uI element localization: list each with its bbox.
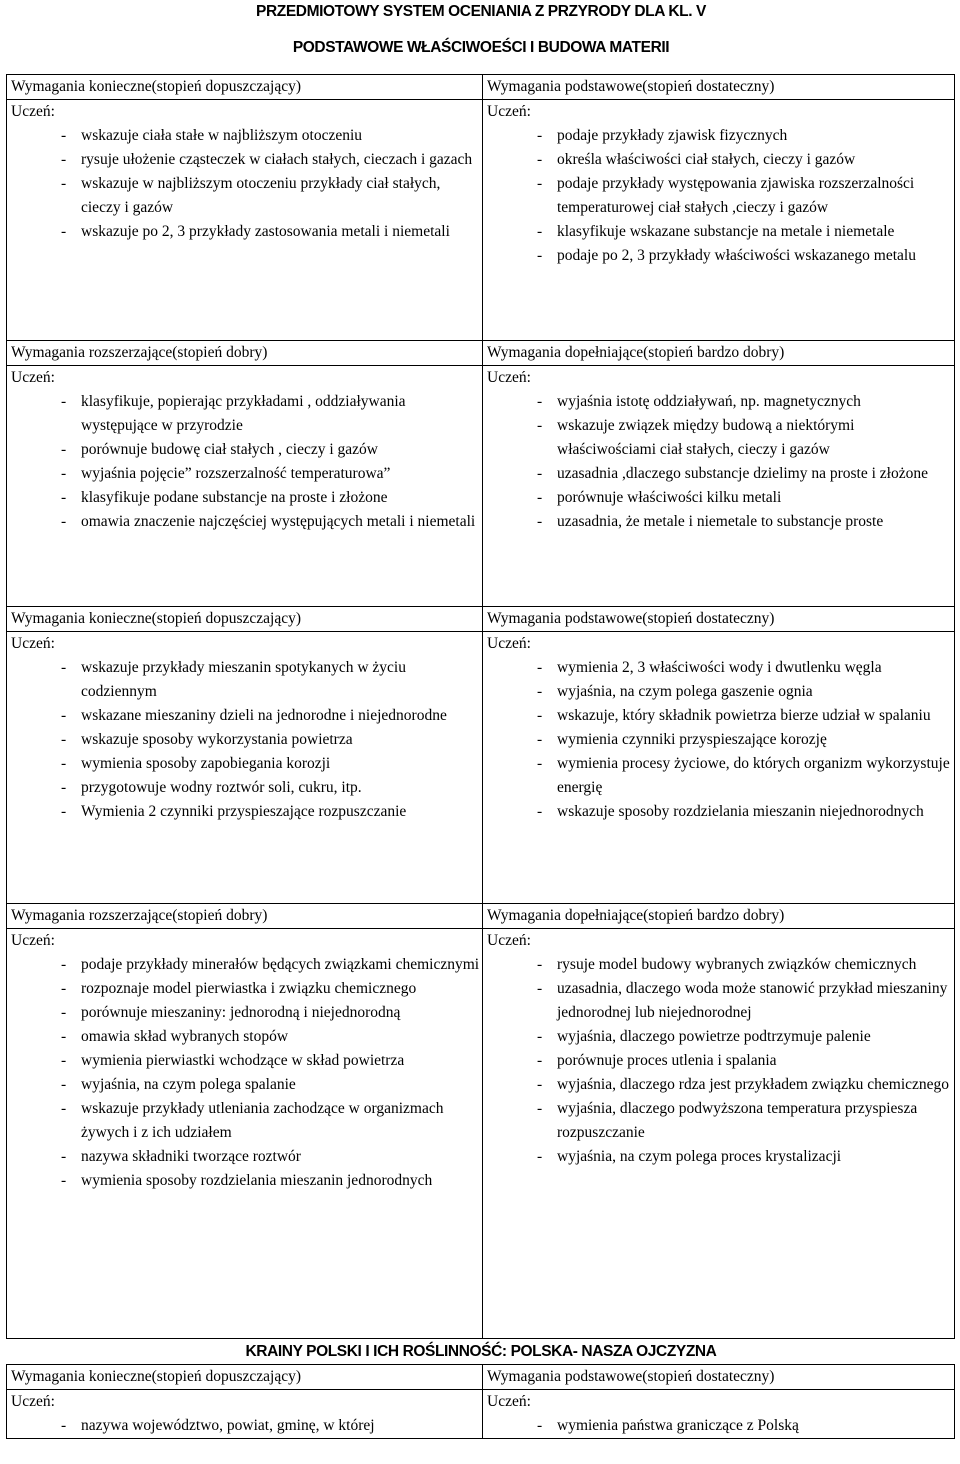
requirements-cell [7,632,483,904]
requirement-item: - wymienia czynniki przyspieszające korozję [503,728,952,752]
level-header-cell [483,607,955,632]
requirements-list [11,656,480,824]
requirement-item: - podaje przykłady zjawisk fizycznych [503,124,952,148]
requirements-row [7,100,955,341]
requirement-item: - wskazuje po 2, 3 przykłady zastosowania metali i niemetali [27,220,480,244]
requirement-level-title: Wymagania podstawowe(stopień dostateczny) [487,610,775,627]
requirement-item: - wymienia 2, 3 właściwości wody i dwutlenku węgla [503,656,952,680]
requirement-level-title: Wymagania rozszerzające(stopień dobry) [11,344,268,361]
level-header-cell [7,607,483,632]
requirement-item: - porównuje proces utlenia i spalania [503,1049,952,1073]
requirement-level-title: Wymagania dopełniające(stopień bardzo dobry) [487,907,785,924]
requirement-level-title: Wymagania konieczne(stopień dopuszczający) [11,610,301,627]
requirements-list [487,124,952,268]
requirements-cell [7,100,483,341]
requirement-item: - wymienia sposoby rozdzielania mieszanin jednorodnych [27,1169,480,1193]
section-title-krainy: KRAINY POLSKI I ICH ROŚLINNOŚĆ: POLSKA- NASZA OJCZYZNA [245,1343,717,1360]
requirement-level-title: Wymagania konieczne(stopień dopuszczający) [11,1368,301,1385]
requirement-item: - porównuje właściwości kilku metali [503,486,952,510]
requirement-item: - omawia znaczenie najczęściej występujących metali i niemetali [27,510,480,534]
student-label: Uczeń: [11,369,55,386]
requirements-table [6,74,955,1339]
level-header-cell [483,1365,955,1390]
level-header-row [7,75,955,100]
requirement-item: - klasyfikuje, popierając przykładami , oddziaływania występujące w przyrodzie [27,390,480,438]
level-header-cell [7,341,483,366]
requirements-list [11,390,480,534]
requirement-level-title: Wymagania dopełniające(stopień bardzo dobry) [487,344,785,361]
requirement-level-title: Wymagania podstawowe(stopień dostateczny) [487,1368,775,1385]
level-header-row [7,904,955,929]
requirement-item: - rysuje ułożenie cząsteczek w ciałach stałych, cieczach i gazach [27,148,480,172]
requirement-item: - określa właściwości ciał stałych, cieczy i gazów [503,148,952,172]
requirement-item: - uzasadnia, że metale i niemetale to substancje proste [503,510,952,534]
student-label: Uczeń: [487,103,531,120]
requirements-cell [483,632,955,904]
requirement-item: - wskazane mieszaniny dzieli na jednorodne i niejednorodne [27,704,480,728]
requirement-item: - wskazuje przykłady utleniania zachodzące w organizmach żywych i z ich udziałem [27,1097,480,1145]
requirement-item: - klasyfikuje podane substancje na proste i złożone [27,486,480,510]
requirement-item: - wyjaśnia, dlaczego powietrze podtrzymuje palenie [503,1025,952,1049]
requirement-item: - uzasadnia ,dlaczego substancje dzielimy na proste i złożone [503,462,952,486]
requirement-item: - wyjaśnia, dlaczego rdza jest przykładem związku chemicznego [503,1073,952,1097]
requirement-item: - wskazuje sposoby rozdzielania mieszanin niejednorodnych [503,800,952,824]
student-label: Uczeń: [487,369,531,386]
requirements-list [487,656,952,824]
requirements-row [7,929,955,1339]
requirements-list [487,1414,952,1438]
requirement-item: - wymienia procesy życiowe, do których organizm wykorzystuje energię [503,752,952,800]
requirements-row [7,632,955,904]
requirements-list [487,390,952,534]
student-label: Uczeń: [487,932,531,949]
requirement-item: - wyjaśnia pojęcie” rozszerzalność temperaturowa” [27,462,480,486]
level-header-cell [483,75,955,100]
requirement-item: - uzasadnia, dlaczego woda może stanowić przykład mieszaniny jednorodnej lub niejednorodnej [503,977,952,1025]
level-header-row [7,341,955,366]
requirements-cell [7,1390,483,1439]
level-header-cell [483,904,955,929]
student-label: Uczeń: [11,635,55,652]
requirement-item: - wyjaśnia, na czym polega gaszenie ognia [503,680,952,704]
requirement-level-title: Wymagania konieczne(stopień dopuszczający) [11,78,301,95]
requirements-list [487,953,952,1169]
requirement-item: - wymienia pierwiastki wchodzące w skład powietrza [27,1049,480,1073]
level-header-row [7,607,955,632]
student-label: Uczeń: [11,932,55,949]
requirement-level-title: Wymagania rozszerzające(stopień dobry) [11,907,268,924]
requirement-item: - wskazuje przykłady mieszanin spotykanych w życiu codziennym [27,656,480,704]
requirements-cell [483,100,955,341]
requirements-cell [483,1390,955,1439]
requirements-row [7,1390,955,1439]
requirement-item: - podaje przykłady minerałów będących związkami chemicznymi [27,953,480,977]
level-header-cell [7,904,483,929]
requirement-item: - wskazuje sposoby wykorzystania powietrza [27,728,480,752]
requirement-item: - wskazuje w najbliższym otoczeniu przykłady ciał stałych, cieczy i gazów [27,172,480,220]
requirement-item: - wyjaśnia, na czym polega proces krystalizacji [503,1145,952,1169]
requirements-list [11,1414,480,1438]
requirement-item: - wskazuje, który składnik powietrza bierze udział w spalaniu [503,704,952,728]
document-page [0,2,960,1439]
student-label: Uczeń: [487,635,531,652]
requirement-level-title: Wymagania podstawowe(stopień dostateczny) [487,78,775,95]
requirement-item: - klasyfikuje wskazane substancje na metale i niemetale [503,220,952,244]
document-title: PRZEDMIOTOWY SYSTEM OCENIANIA Z PRZYRODY DLA KL. V [256,3,706,20]
requirement-item: - nazywa składniki tworzące roztwór [27,1145,480,1169]
requirements-row [7,366,955,607]
requirement-item: - Wymienia 2 czynniki przyspieszające rozpuszczanie [27,800,480,824]
requirements-cell [483,929,955,1339]
level-header-cell [7,75,483,100]
student-label: Uczeń: [487,1393,531,1410]
level-header-cell [483,341,955,366]
requirement-item: - wskazuje związek między budową a niektórymi właściwościami ciał stałych, cieczy i gazów [503,414,952,462]
requirement-item: - wskazuje ciała stałe w najbliższym otoczeniu [27,124,480,148]
requirement-item: - wymienia sposoby zapobiegania korozji [27,752,480,776]
student-label: Uczeń: [11,1393,55,1410]
requirement-item: - wymienia państwa graniczące z Polską [503,1414,952,1438]
student-label: Uczeń: [11,103,55,120]
requirement-item: - wyjaśnia istotę oddziaływań, np. magnetycznych [503,390,952,414]
requirements-table-krainy [6,1364,955,1439]
level-header-row [7,1365,955,1390]
requirement-item: - podaje po 2, 3 przykłady właściwości wskazanego metalu [503,244,952,268]
requirements-cell [7,929,483,1339]
requirements-list [11,953,480,1193]
requirement-item: - przygotowuje wodny roztwór soli, cukru, itp. [27,776,480,800]
requirements-cell [7,366,483,607]
requirements-list [11,124,480,244]
requirements-cell [483,366,955,607]
requirement-item: - porównuje mieszaniny: jednorodną i niejednorodną [27,1001,480,1025]
requirement-item: - rozpoznaje model pierwiastka i związku chemicznego [27,977,480,1001]
level-header-cell [7,1365,483,1390]
requirement-item: - wyjaśnia, dlaczego podwyższona temperatura przyspiesza rozpuszczanie [503,1097,952,1145]
section-title-materia: PODSTAWOWE WŁAŚCIWOEŚCI I BUDOWA MATERII [292,39,670,56]
requirement-item: - podaje przykłady występowania zjawiska rozszerzalności temperaturowej ciał stałych ,cieczy i gazów [503,172,952,220]
requirement-item: - rysuje model budowy wybranych związków chemicznych [503,953,952,977]
requirement-item: - porównuje budowę ciał stałych , cieczy i gazów [27,438,480,462]
requirement-item: - wyjaśnia, na czym polega spalanie [27,1073,480,1097]
requirement-item: - omawia skład wybranych stopów [27,1025,480,1049]
requirement-item: - nazywa województwo, powiat, gminę, w której [27,1414,480,1438]
